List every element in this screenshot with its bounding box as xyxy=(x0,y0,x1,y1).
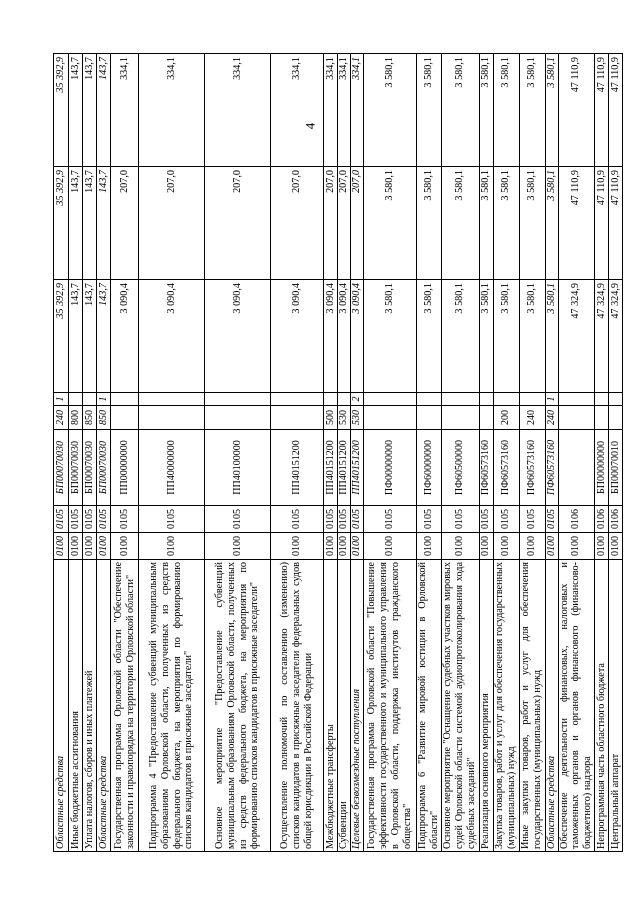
row-name: Областные средства xyxy=(54,560,69,852)
row-code-source xyxy=(139,393,205,406)
row-code-subsection: 0105 xyxy=(69,506,83,533)
table-row xyxy=(545,54,558,852)
table-row xyxy=(493,54,519,852)
row-code-section: 0100 xyxy=(364,533,417,560)
row-value-2: 207,0 xyxy=(139,167,205,280)
row-code-target: ПП40100000 xyxy=(205,430,271,506)
row-name: Обеспечение деятельности финансовых, налоговых и таможенных органов и органов финансового (финансово-бюджетного) надзора xyxy=(558,560,594,852)
row-name: Основное мероприятие "Предоставление субвенций муниципальным образованиям Орловской области, полученных из средств федерального бюджета, на мероприятия по формированию списков кандидатов в присяжные заседатели" xyxy=(205,560,271,852)
row-code-target: ПФ60573160 xyxy=(493,430,519,506)
row-value-1: 3 090,4 xyxy=(338,280,351,393)
table-row xyxy=(271,54,324,852)
row-name: Целевые безвозмездные поступления xyxy=(351,560,364,852)
row-value-3: 47 110,9 xyxy=(608,54,622,167)
row-name: Подпрограмма 4 "Предоставление субвенций муниципальным образованиям Орловской области, полученных из средств федерального бюджета, на мероприятия по формированию списков кандидатов в присяжные заседатели" xyxy=(139,560,205,852)
row-code-source xyxy=(364,393,417,406)
row-value-2: 3 580,1 xyxy=(364,167,417,280)
row-code-subsection: 0105 xyxy=(324,506,338,533)
row-value-1: 143,7 xyxy=(69,280,83,393)
row-value-2: 35 392,9 xyxy=(54,167,69,280)
row-code-expense-type: 500 xyxy=(324,406,338,430)
row-code-source xyxy=(83,393,97,406)
table-row xyxy=(54,54,69,852)
table-row xyxy=(417,54,442,852)
row-code-expense-type: 240 xyxy=(54,406,69,430)
row-value-3: 3 580,1 xyxy=(545,54,558,167)
row-value-2: 3 580,1 xyxy=(417,167,442,280)
row-code-subsection: 0105 xyxy=(111,506,139,533)
row-code-expense-type: 850 xyxy=(97,406,111,430)
table-row xyxy=(519,54,545,852)
row-code-section: 0100 xyxy=(545,533,558,560)
row-code-subsection: 0106 xyxy=(558,506,594,533)
row-value-3: 334,1 xyxy=(139,54,205,167)
row-name: Межбюджетные трансферты xyxy=(324,560,338,852)
row-name: Государственная программа Орловской области "Обеспечение законности и правопорядка на территории Орловской области" xyxy=(111,560,139,852)
row-code-source xyxy=(417,393,442,406)
row-code-section: 0100 xyxy=(594,533,608,560)
row-value-1: 3 580,1 xyxy=(519,280,545,393)
row-name: Осуществление полномочий по составлению (изменению) списков кандидатов в присяжные заседатели федеральных судов общей юрисдикции в Российской Федерации xyxy=(271,560,324,852)
row-code-source: 1 xyxy=(97,393,111,406)
row-code-expense-type: 240 xyxy=(545,406,558,430)
table-row xyxy=(205,54,271,852)
row-value-1: 143,7 xyxy=(97,280,111,393)
row-code-expense-type: 800 xyxy=(69,406,83,430)
row-code-target: ПФ60000000 xyxy=(417,430,442,506)
row-name: Закупка товаров, работ и услуг для обеспечения государственных (муниципальных) нужд xyxy=(493,560,519,852)
row-code-subsection: 0105 xyxy=(83,506,97,533)
row-value-2: 3 580,1 xyxy=(493,167,519,280)
row-value-1: 3 580,1 xyxy=(364,280,417,393)
row-code-target: ПП40000000 xyxy=(139,430,205,506)
row-value-2: 47 110,9 xyxy=(558,167,594,280)
row-code-expense-type xyxy=(271,406,324,430)
row-name: Подпрограмма 6 "Развитие мировой юстиции в Орловской области" xyxy=(417,560,442,852)
row-code-subsection: 0105 xyxy=(364,506,417,533)
table-row xyxy=(69,54,83,852)
row-code-source xyxy=(69,393,83,406)
row-value-1: 3 090,4 xyxy=(111,280,139,393)
row-code-expense-type: 530 xyxy=(351,406,364,430)
row-value-1: 3 580,1 xyxy=(493,280,519,393)
row-code-section: 0100 xyxy=(338,533,351,560)
row-value-2: 3 580,1 xyxy=(545,167,558,280)
row-code-expense-type xyxy=(205,406,271,430)
row-code-section: 0100 xyxy=(493,533,519,560)
row-value-2: 3 580,1 xyxy=(441,167,479,280)
row-code-section: 0100 xyxy=(97,533,111,560)
row-code-subsection: 0105 xyxy=(271,506,324,533)
row-name: Областные средства xyxy=(97,560,111,852)
row-name: Реализация основного мероприятия xyxy=(479,560,493,852)
row-name: Иные бюджетные ассигнования xyxy=(69,560,83,852)
row-value-3: 3 580,1 xyxy=(493,54,519,167)
row-code-section: 0100 xyxy=(271,533,324,560)
row-code-subsection: 0106 xyxy=(594,506,608,533)
row-code-source xyxy=(441,393,479,406)
row-code-section: 0100 xyxy=(351,533,364,560)
row-code-expense-type xyxy=(111,406,139,430)
row-name: Основное мероприятие "Оснащение судебных участков мировых судей Орловской области системой аудиопротоколирования хода судебных заседаний" xyxy=(441,560,479,852)
row-value-2: 207,0 xyxy=(338,167,351,280)
row-name: Областные средства xyxy=(545,560,558,852)
row-code-section: 0100 xyxy=(519,533,545,560)
row-value-2: 207,0 xyxy=(351,167,364,280)
row-value-1: 3 580,1 xyxy=(441,280,479,393)
row-value-1: 35 392,9 xyxy=(54,280,69,393)
row-code-expense-type xyxy=(441,406,479,430)
row-code-source xyxy=(338,393,351,406)
row-code-section: 0100 xyxy=(479,533,493,560)
table-row xyxy=(139,54,205,852)
row-code-target: ПФ00000000 xyxy=(364,430,417,506)
row-value-3: 334,1 xyxy=(271,54,324,167)
table-row xyxy=(351,54,364,852)
table-row xyxy=(479,54,493,852)
row-value-3: 47 110,9 xyxy=(558,54,594,167)
row-value-3: 334,1 xyxy=(111,54,139,167)
table-row xyxy=(608,54,622,852)
row-code-subsection: 0105 xyxy=(139,506,205,533)
row-code-source xyxy=(205,393,271,406)
table-row xyxy=(594,54,608,852)
row-value-1: 3 090,4 xyxy=(139,280,205,393)
row-code-target: БП00070010 xyxy=(608,430,622,506)
row-code-expense-type: 530 xyxy=(338,406,351,430)
row-code-source: 1 xyxy=(545,393,558,406)
row-value-3: 143,7 xyxy=(83,54,97,167)
row-value-2: 207,0 xyxy=(271,167,324,280)
table-row xyxy=(97,54,111,852)
row-value-1: 3 090,4 xyxy=(271,280,324,393)
rotated-table-container xyxy=(53,54,621,852)
row-value-1: 3 090,4 xyxy=(351,280,364,393)
row-code-target: БП00000000 xyxy=(594,430,608,506)
row-value-2: 3 580,1 xyxy=(479,167,493,280)
row-code-target: БП00070030 xyxy=(83,430,97,506)
row-code-source xyxy=(594,393,608,406)
row-value-2: 207,0 xyxy=(324,167,338,280)
row-code-expense-type xyxy=(479,406,493,430)
budget-table-body xyxy=(54,54,623,852)
table-row xyxy=(83,54,97,852)
row-code-section: 0100 xyxy=(417,533,442,560)
row-value-1: 3 580,1 xyxy=(417,280,442,393)
table-row xyxy=(111,54,139,852)
budget-table xyxy=(53,53,623,852)
row-name: Государственная программа Орловской области "Повышение эффективности государственного и муниципального управления в Орловской области, поддержка институтов гражданского общества" xyxy=(364,560,417,852)
row-value-1: 47 324,9 xyxy=(608,280,622,393)
row-code-target: ПП40151200 xyxy=(271,430,324,506)
row-code-section: 0100 xyxy=(111,533,139,560)
row-value-2: 3 580,1 xyxy=(519,167,545,280)
table-row xyxy=(441,54,479,852)
row-value-2: 207,0 xyxy=(205,167,271,280)
row-code-subsection: 0105 xyxy=(493,506,519,533)
row-code-subsection: 0105 xyxy=(205,506,271,533)
row-value-2: 47 110,9 xyxy=(594,167,608,280)
row-code-expense-type xyxy=(417,406,442,430)
row-code-section: 0100 xyxy=(69,533,83,560)
row-code-subsection: 0105 xyxy=(519,506,545,533)
row-code-subsection: 0105 xyxy=(479,506,493,533)
row-code-source xyxy=(493,393,519,406)
row-value-3: 3 580,1 xyxy=(441,54,479,167)
row-value-1: 47 324,9 xyxy=(558,280,594,393)
row-code-target: ПФ60573160 xyxy=(479,430,493,506)
row-code-subsection: 0105 xyxy=(338,506,351,533)
table-row xyxy=(558,54,594,852)
row-code-expense-type xyxy=(139,406,205,430)
row-value-1: 47 324,9 xyxy=(594,280,608,393)
row-code-subsection: 0105 xyxy=(54,506,69,533)
row-value-1: 143,7 xyxy=(83,280,97,393)
row-value-3: 334,1 xyxy=(351,54,364,167)
row-code-expense-type xyxy=(558,406,594,430)
row-code-section: 0100 xyxy=(324,533,338,560)
row-code-target: ПП40151200 xyxy=(351,430,364,506)
row-code-subsection: 0105 xyxy=(351,506,364,533)
row-value-2: 143,7 xyxy=(97,167,111,280)
row-code-section: 0100 xyxy=(205,533,271,560)
row-code-expense-type: 850 xyxy=(83,406,97,430)
row-code-target: ПП40151200 xyxy=(324,430,338,506)
row-code-target: ПП00000000 xyxy=(111,430,139,506)
row-value-2: 207,0 xyxy=(111,167,139,280)
row-value-2: 143,7 xyxy=(83,167,97,280)
row-value-1: 3 580,1 xyxy=(545,280,558,393)
table-row xyxy=(338,54,351,852)
row-value-1: 3 580,1 xyxy=(479,280,493,393)
row-code-expense-type: 240 xyxy=(519,406,545,430)
row-code-section: 0100 xyxy=(441,533,479,560)
row-value-3: 47 110,9 xyxy=(594,54,608,167)
row-code-target: ПФ60573160 xyxy=(519,430,545,506)
row-code-subsection: 0105 xyxy=(417,506,442,533)
row-value-3: 143,7 xyxy=(97,54,111,167)
row-code-target: БП00070030 xyxy=(54,430,69,506)
row-code-target: БП00070030 xyxy=(97,430,111,506)
row-code-section: 0100 xyxy=(83,533,97,560)
row-code-target: БП00070030 xyxy=(69,430,83,506)
row-value-2: 47 110,9 xyxy=(608,167,622,280)
row-code-source xyxy=(608,393,622,406)
row-value-3: 3 580,1 xyxy=(417,54,442,167)
row-code-section: 0100 xyxy=(558,533,594,560)
row-value-3: 3 580,1 xyxy=(364,54,417,167)
row-value-3: 35 392,9 xyxy=(54,54,69,167)
row-value-3: 334,1 xyxy=(338,54,351,167)
row-code-target: ПФ60500000 xyxy=(441,430,479,506)
row-name: Центральный аппарат xyxy=(608,560,622,852)
row-value-1: 3 090,4 xyxy=(205,280,271,393)
row-code-target xyxy=(558,430,594,506)
row-code-section: 0100 xyxy=(608,533,622,560)
row-code-source xyxy=(558,393,594,406)
row-value-3: 3 580,1 xyxy=(479,54,493,167)
row-code-source: 2 xyxy=(351,393,364,406)
row-code-target: ПП40151200 xyxy=(338,430,351,506)
row-code-source xyxy=(479,393,493,406)
row-code-source xyxy=(111,393,139,406)
row-code-expense-type xyxy=(594,406,608,430)
row-code-expense-type xyxy=(364,406,417,430)
row-code-section: 0100 xyxy=(139,533,205,560)
row-code-source: 1 xyxy=(54,393,69,406)
row-value-3: 334,1 xyxy=(324,54,338,167)
row-name: Иные закупки товаров, работ и услуг для обеспечения государственных (муниципальных) нужд xyxy=(519,560,545,852)
row-code-target: ПФ60573160 xyxy=(545,430,558,506)
row-code-source xyxy=(324,393,338,406)
row-code-subsection: 0106 xyxy=(608,506,622,533)
row-code-subsection: 0105 xyxy=(545,506,558,533)
row-value-3: 334,1 xyxy=(205,54,271,167)
row-value-3: 3 580,1 xyxy=(519,54,545,167)
row-code-section: 0100 xyxy=(54,533,69,560)
row-name: Уплата налогов, сборов и иных платежей xyxy=(83,560,97,852)
page-number: 4 xyxy=(302,122,318,130)
row-name: Субвенции xyxy=(338,560,351,852)
row-code-expense-type xyxy=(608,406,622,430)
row-code-source xyxy=(519,393,545,406)
row-code-subsection: 0105 xyxy=(97,506,111,533)
row-value-2: 143,7 xyxy=(69,167,83,280)
row-code-subsection: 0105 xyxy=(441,506,479,533)
row-code-source xyxy=(271,393,324,406)
row-name: Непрограммная часть областного бюджета xyxy=(594,560,608,852)
row-value-1: 3 090,4 xyxy=(324,280,338,393)
row-value-3: 143,7 xyxy=(69,54,83,167)
table-row xyxy=(324,54,338,852)
row-code-expense-type: 200 xyxy=(493,406,519,430)
table-row xyxy=(364,54,417,852)
